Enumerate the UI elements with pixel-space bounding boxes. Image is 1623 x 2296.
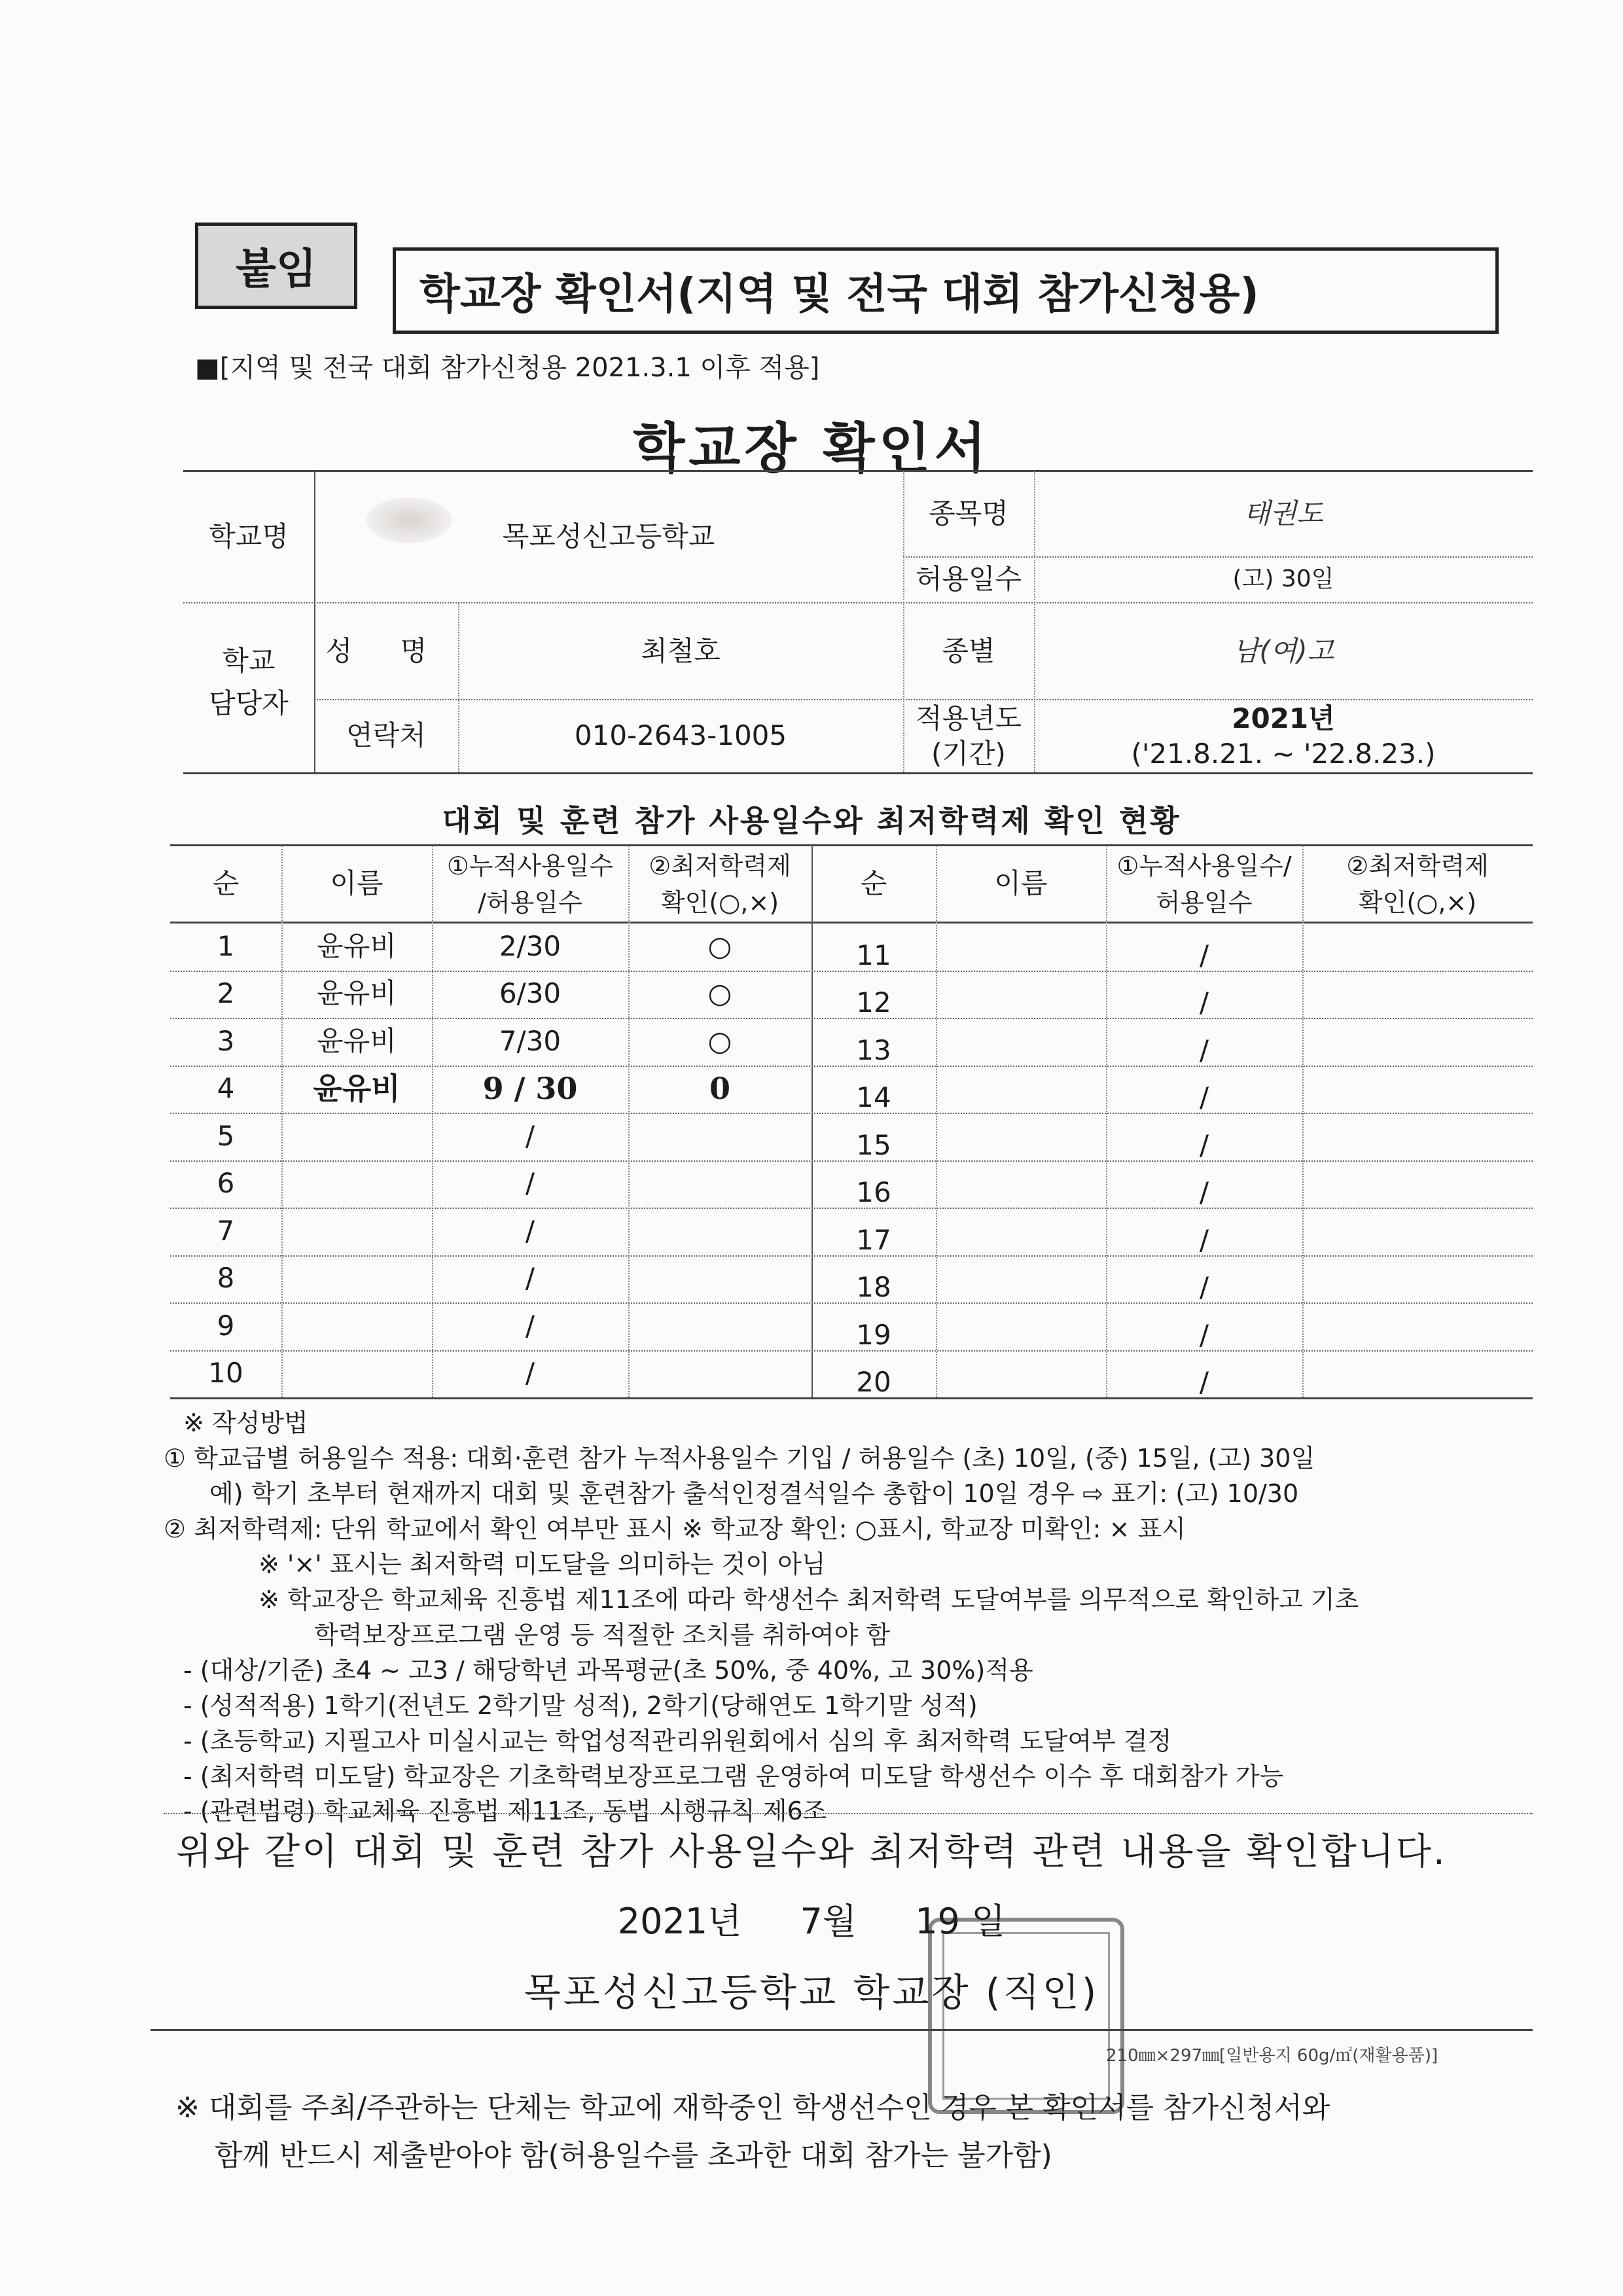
name-label: 성 명: [325, 634, 447, 667]
cell-right-name: [936, 1170, 1106, 1217]
staff-label-1: 학교: [222, 644, 276, 677]
cell-right-name: [936, 1075, 1106, 1122]
cell-left-days: 6/30: [499, 977, 562, 1010]
attachment-tag: 붙임: [195, 223, 357, 309]
cell-right-days: /: [1199, 1318, 1209, 1351]
cell-left-name: [281, 1113, 432, 1160]
cell-right-no: 19: [856, 1318, 891, 1351]
cell-right-check: [1302, 932, 1533, 980]
info-bottom-rule: [183, 772, 1533, 774]
date-year: 2021년: [617, 1901, 742, 1942]
date-month: 7월: [800, 1901, 857, 1942]
year-value-1: 2021년: [1232, 702, 1335, 734]
note-line: - (대상/기준) 초4 ~ 고3 / 해당학년 과목평균(초 50%, 중 40%, 고 30%)적용: [183, 1655, 1033, 1685]
cell-left-no: 7: [217, 1214, 235, 1247]
cell-right-name: [936, 1122, 1106, 1170]
date-day: 19 일: [915, 1901, 1006, 1942]
school-label: 학교명: [209, 520, 289, 552]
cell-right-check: [1302, 1122, 1533, 1170]
cell-left-no: 8: [217, 1262, 235, 1295]
note-line: - (최저학력 미도달) 학교장은 기초학력보장프로그램 운영하여 미도달 학생선수 이수 후 대회참가 가능: [183, 1761, 1284, 1791]
cell-right-no: 11: [856, 939, 891, 971]
note-line: - (성적적용) 1학기(전년도 2학기말 성적), 2학기(당해연도 1학기말 성적): [183, 1691, 978, 1720]
cell-left-days: /: [525, 1357, 535, 1390]
cell-right-check: [1302, 1170, 1533, 1217]
cell-right-days: /: [1199, 1033, 1209, 1066]
cell-left-check: ○: [707, 1024, 732, 1057]
cell-left-no: 4: [217, 1072, 235, 1105]
header-days-1: ①누적사용일수: [446, 852, 614, 881]
cell-left-name: [281, 1350, 432, 1398]
cell-left-name: 윤유비: [317, 929, 397, 962]
cell-right-days: /: [1199, 986, 1209, 1019]
footer-line-2: 함께 반드시 제출받아야 함(허용일수를 초과한 대회 참가는 불가함): [215, 2138, 1052, 2172]
cell-right-no: 15: [856, 1128, 891, 1161]
cell-left-days: /: [525, 1262, 535, 1295]
cell-right-no: 13: [856, 1033, 891, 1066]
note-line: - (관련법령) 학교체육 진흥법 제11조, 동법 시행규칙 제6조: [183, 1797, 827, 1826]
note-line: ② 최저학력제: 단위 학교에서 확인 여부만 표시 ※ 학교장 확인: ○표시, 학교장 미확인: × 표시: [164, 1514, 1186, 1543]
note-line: ① 학교급별 허용일수 적용: 대회·훈련 참가 누적사용일수 기입 / 허용일수 (초) 10일, (중) 15일, (고) 30일: [164, 1443, 1315, 1473]
header-check-right-2: 확인(○,×): [1358, 888, 1477, 918]
cell-right-check: [1302, 1217, 1533, 1265]
signer: 목포성신고등학교 학교장 (직인): [524, 1970, 1099, 2015]
paper-spec: 210㎜×297㎜[일반용지 60g/㎡(재활용품)]: [1106, 2046, 1438, 2066]
year-label-2: (기간): [931, 737, 1006, 770]
staff-label-2: 담당자: [209, 687, 289, 719]
gender-label: 종별: [942, 634, 995, 667]
section-title: 대회 및 훈련 참가 사용일수와 최저학력제 확인 현황: [442, 803, 1181, 838]
signature-rule: [151, 2029, 1533, 2031]
gender-value: 남(여)고: [1232, 634, 1334, 667]
cell-right-no: 17: [856, 1223, 891, 1256]
cell-left-name: 윤유비: [317, 1024, 397, 1057]
cell-right-no: 18: [856, 1271, 891, 1304]
cell-right-name: [936, 932, 1106, 980]
confirm-statement: 위와 같이 대회 및 훈련 참가 사용일수와 최저학력 관련 내용을 확인합니다.: [176, 1831, 1447, 1873]
cell-right-no: 12: [856, 986, 891, 1019]
school-value: 목포성신고등학교: [502, 520, 715, 552]
cell-left-check: ○: [707, 977, 732, 1010]
header-title-text: 학교장 확인서(지역 및 전국 대회 참가신청용): [419, 270, 1259, 319]
cell-right-name: [936, 1217, 1106, 1265]
cell-right-check: [1302, 1027, 1533, 1075]
allowed-value: (고) 30일: [1232, 565, 1334, 592]
cell-right-days: /: [1199, 1223, 1209, 1256]
note-line: 학력보장프로그램 운영 등 적절한 조치를 취하여야 함: [314, 1620, 891, 1649]
header-name-right: 이름: [994, 867, 1048, 899]
cell-right-check: [1302, 1265, 1533, 1312]
cell-right-check: [1302, 1359, 1533, 1407]
cell-left-no: 5: [217, 1119, 235, 1152]
year-label-1: 적용년도: [915, 702, 1022, 734]
cell-left-check: [628, 1302, 812, 1350]
cell-right-days: /: [1199, 1128, 1209, 1161]
cell-left-days: 9 / 30: [482, 1070, 578, 1106]
cell-left-check: 0: [709, 1070, 730, 1106]
cell-left-no: 9: [217, 1309, 235, 1342]
sport-value: 태권도: [1243, 497, 1323, 529]
cell-left-no: 1: [217, 929, 235, 962]
note-line: ※ 작성방법: [183, 1408, 308, 1437]
header-title: [393, 247, 1499, 334]
cell-right-check: [1302, 980, 1533, 1028]
cell-left-days: /: [525, 1214, 535, 1247]
footer-note: [175, 2085, 1524, 2179]
cell-left-check: [628, 1113, 812, 1160]
cell-left-days: /: [525, 1119, 535, 1152]
cell-right-name: [936, 980, 1106, 1028]
cell-right-no: 14: [856, 1081, 891, 1114]
cell-left-name: [281, 1255, 432, 1303]
note-line: 예) 학기 초부터 현재까지 대회 및 훈련참가 출석인정결석일수 총합이 10일 경우 ⇨ 표기: (고) 10/30: [209, 1479, 1299, 1508]
cell-right-check: [1302, 1075, 1533, 1122]
cell-left-name: 윤유비: [317, 977, 397, 1010]
cell-left-days: /: [525, 1309, 535, 1342]
header-name: 이름: [330, 867, 383, 899]
note-line: ※ '×' 표시는 최저학력 미도달을 의미하는 것이 아님: [259, 1549, 826, 1579]
cell-left-check: [628, 1208, 812, 1255]
cell-left-name: [281, 1160, 432, 1208]
cell-left-days: /: [525, 1167, 535, 1200]
header-days-2: /허용일수: [478, 888, 582, 918]
cell-left-days: 2/30: [499, 929, 562, 962]
applicability-note: ■[지역 및 전국 대회 참가신청용 2021.3.1 이후 적용]: [195, 353, 820, 383]
cell-left-check: [628, 1255, 812, 1303]
cell-left-check: [628, 1160, 812, 1208]
allowed-label: 허용일수: [915, 562, 1022, 595]
header-check-right-1: ②최저학력제: [1346, 852, 1489, 881]
cell-right-check: [1302, 1312, 1533, 1359]
cell-left-no: 3: [217, 1024, 235, 1057]
page-title: 학교장 확인서: [633, 418, 990, 480]
year-value-2: ('21.8.21. ~ '22.8.23.): [1131, 737, 1436, 770]
header-days-right-1: ①누적사용일수/: [1116, 852, 1292, 881]
cell-right-days: /: [1199, 1081, 1209, 1114]
cell-right-days: /: [1199, 1271, 1209, 1304]
cell-right-days: /: [1199, 1176, 1209, 1209]
confirm-date: [0, 1893, 1623, 1944]
contact-label: 연락처: [346, 719, 426, 751]
cell-left-no: 2: [217, 977, 235, 1010]
cell-left-name: [281, 1302, 432, 1350]
instructions: [164, 1406, 1512, 1829]
cell-left-no: 6: [217, 1167, 235, 1200]
cell-right-no: 20: [856, 1366, 891, 1399]
cell-left-no: 10: [208, 1357, 243, 1390]
cell-right-name: [936, 1265, 1106, 1312]
header-check-1: ②최저학력제: [649, 852, 791, 881]
name-value: 최철호: [641, 634, 721, 667]
cell-right-name: [936, 1027, 1106, 1075]
cell-left-days: 7/30: [499, 1024, 562, 1057]
cell-left-check: [628, 1350, 812, 1398]
cell-right-name: [936, 1312, 1106, 1359]
cell-left-name: [281, 1208, 432, 1255]
footer-line-1: ※ 대회를 주최/주관하는 단체는 학교에 재학중인 학생선수인 경우 본 확인서를 참가신청서와: [175, 2091, 1330, 2125]
cell-right-no: 16: [856, 1176, 891, 1209]
cell-left-name: 윤유비: [313, 1070, 401, 1106]
contact-value: 010-2643-1005: [574, 719, 787, 751]
note-line: ※ 학교장은 학교체육 진흥법 제11조에 따라 학생선수 최저학력 도달여부를 의무적으로 확인하고 기초: [259, 1585, 1359, 1614]
header-check-2: 확인(○,×): [660, 888, 779, 918]
header-no: 순: [212, 867, 240, 899]
ink-smudge: [366, 497, 452, 543]
note-line: - (초등학교) 지필고사 미실시교는 학업성적관리위원회에서 심의 후 최저학력 도달여부 결정: [183, 1726, 1172, 1755]
cell-right-name: [936, 1359, 1106, 1407]
cell-left-check: ○: [707, 929, 732, 962]
cell-right-days: /: [1199, 1366, 1209, 1399]
header-days-right-2: 허용일수: [1156, 888, 1253, 918]
cell-right-days: /: [1199, 939, 1209, 971]
header-no-right: 순: [860, 867, 887, 899]
confirm-rule: [164, 1813, 1533, 1814]
sport-label: 종목명: [929, 497, 1008, 529]
